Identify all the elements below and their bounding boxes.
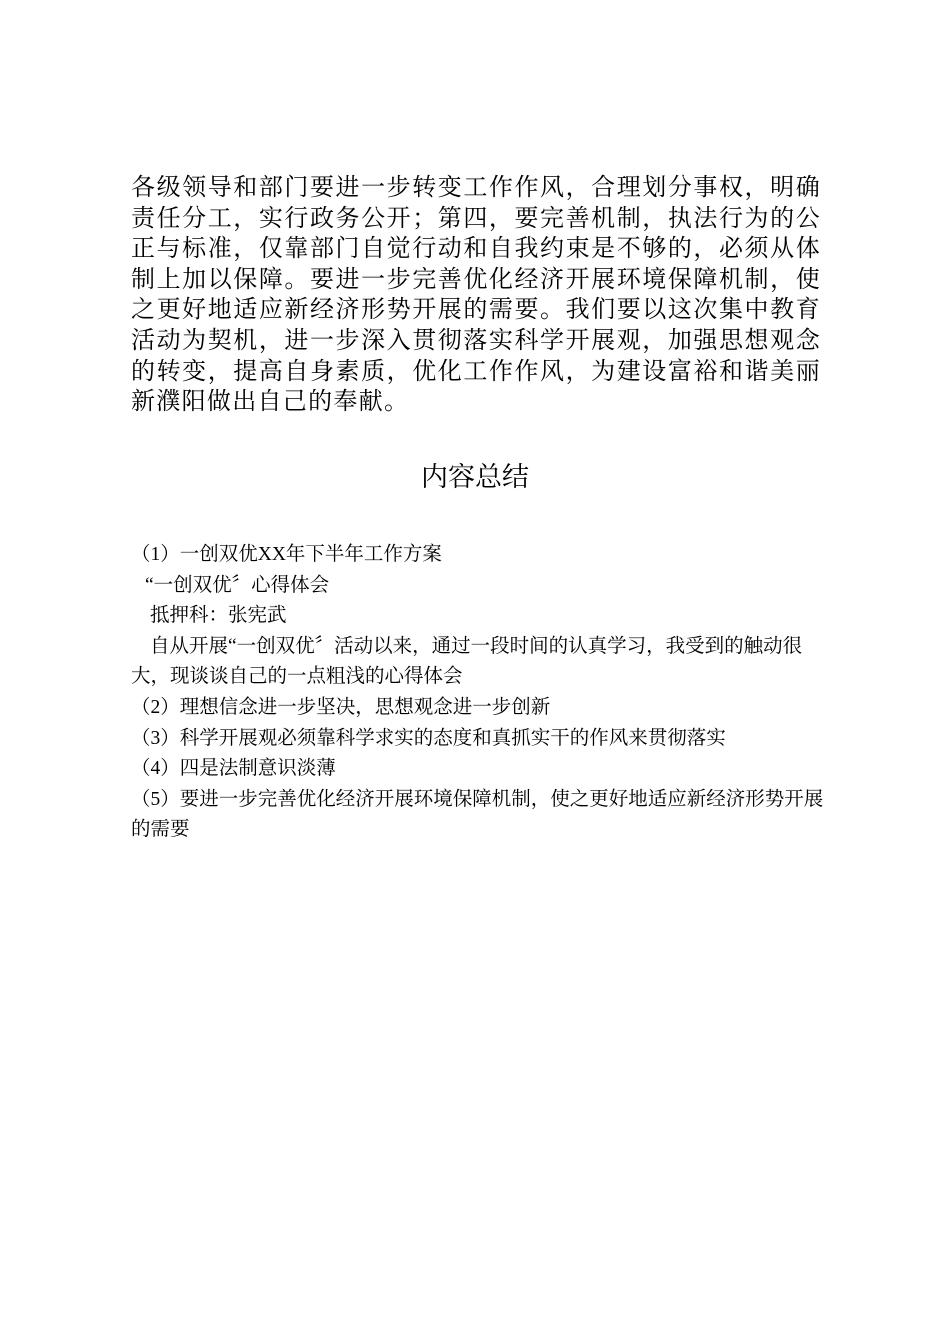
summary-item-intro: 自从开展“一创双优〞活动以来，通过一段时间的认真学习，我受到的触动很大，现谈谈自己的一点粗浅的心得体会 [131,635,803,688]
summary-item-2: （2）理想信念进一步坚决，思想观念进一步创新 [131,696,551,718]
summary-item-1: （1）一创双优XX年下半年工作方案 [131,544,442,565]
summary-title: 内容总结 [421,462,529,493]
summary-item-subtitle: “一创双优〞心得体会 [145,574,330,596]
summary-item-author: 抵押科：张宪武 [150,605,287,627]
summary-list [131,540,826,846]
summary-item-3: （3）科学开展观必须靠科学求实的态度和真抓实干的作风来贯彻落实 [131,727,726,749]
summary-item-4: （4）四是法制意识淡薄 [131,758,336,780]
summary-item-5: （5）要进一步完善优化经济开展环境保障机制，使之更好地适应新经济形势开展的需要 [131,788,824,841]
body-paragraph: 各级领导和部门要进一步转变工作作风，合理划分事权，明确责任分工，实行政务公开；第四，要完善机制，执法行为的公正与标准，仅靠部门自觉行动和自我约束是不够的，必须从体制上加以保障。要进一步完善优化经济开展环境保障机制，使之更好地适应新经济形势开展的需要。我们要以这次集中教育活动为契机，进一步深入贯彻落实科学开展观，加强思想观念的转变，提高自身素质，优化工作作风，为建设富裕和谐美丽新濮阳做出自己的奉献。 [131,173,821,416]
